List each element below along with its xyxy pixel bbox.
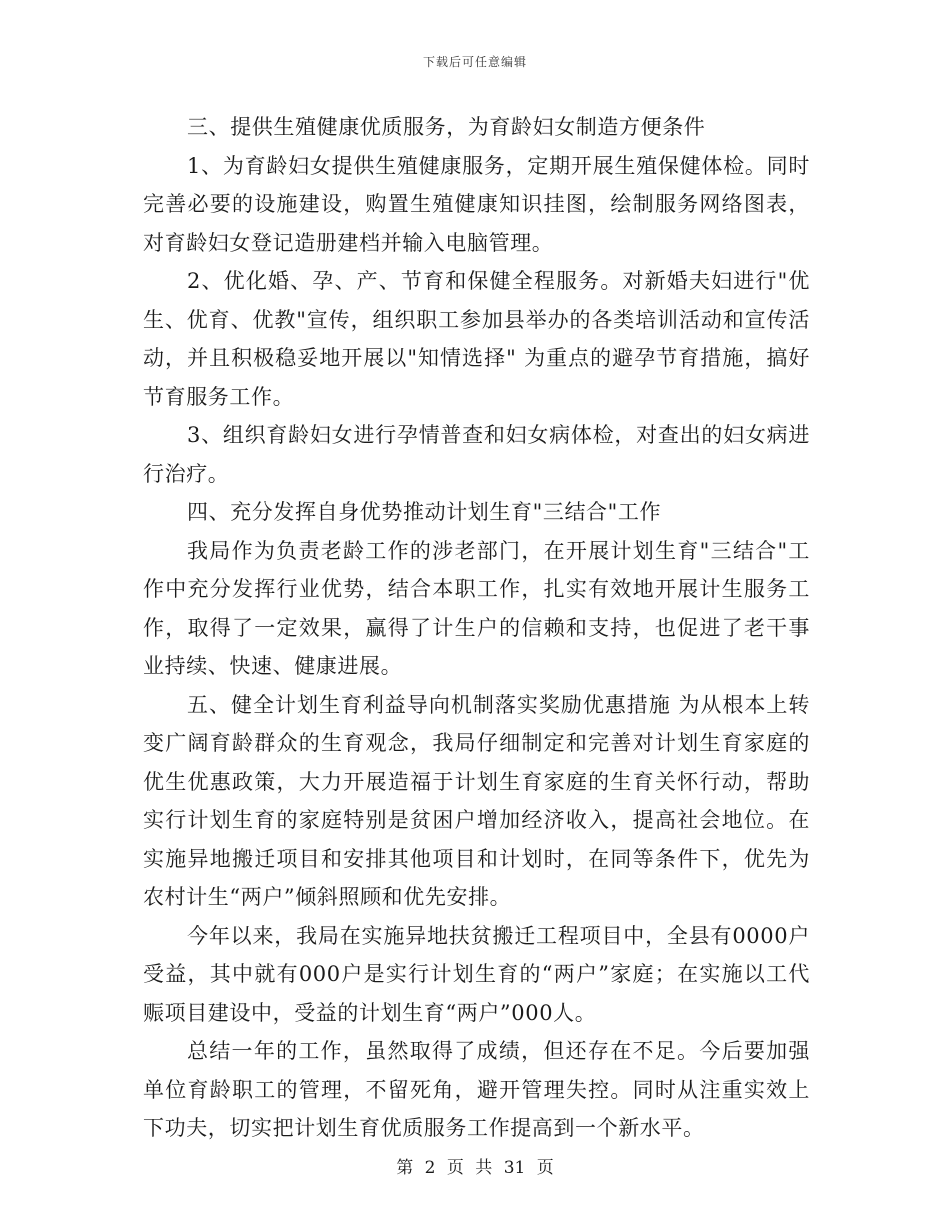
paragraph-item-1: 1、为育龄妇女提供生殖健康服务，定期开展生殖保健体检。同时完善必要的设施建设，购置生殖健康知识挂图，绘制服务网络图表，对育龄妇女登记造册建档并输入电脑管理。 [143, 153, 810, 255]
paragraph-this-year: 今年以来，我局在实施异地扶贫搬迁工程项目中，全县有0000户受益，其中就有000户是实行计划生育的“两户”家庭；在实施以工代赈项目建设中，受益的计划生育“两户”000人。 [143, 923, 810, 1025]
section-heading-3: 三、提供生殖健康优质服务，为育龄妇女制造方便条件 [187, 115, 706, 139]
paragraph-section-5: 五、健全计划生育利益导向机制落实奖励优惠措施 为从根本上转变广阔育龄群众的生育观念，我局仔细制定和完善对计划生育家庭的优生优惠政策，大力开展造福于计划生育家庭的生育关怀行动，帮助实行计划生育的家庭特别是贫困户增加经济收入，提高社会地位。在实施异地搬迁项目和安排其他项目和计划时，在同等条件下，优先为农村计生“两户”倾斜照顾和优先安排。 [143, 692, 810, 909]
paragraph-item-2: 2、优化婚、孕、产、节育和保健全程服务。对新婚夫妇进行"优生、优育、优教"宣传，组织职工参加县举办的各类培训活动和宣传活动，并且积极稳妥地开展以"知情选择" 为重点的避孕节育措施，搞好节育服务工作。 [143, 269, 810, 409]
page-header: 下载后可任意编辑 [422, 55, 527, 69]
section-heading-4: 四、充分发挥自身优势推动计划生育"三结合"工作 [187, 500, 662, 524]
paragraph-section-4-body: 我局作为负责老龄工作的涉老部门，在开展计划生育"三结合"工作中充分发挥行业优势，结合本职工作，扎实有效地开展计生服务工作，取得了一定效果，赢得了计生户的信赖和支持，也促进了老干事业持续、快速、健康进展。 [143, 538, 810, 678]
paragraph-item-3: 3、组织育龄妇女进行孕情普查和妇女病体检，对查出的妇女病进行治疗。 [143, 423, 810, 486]
paragraph-summary: 总结一年的工作，虽然取得了成绩，但还存在不足。今后要加强单位育龄职工的管理，不留死角，避开管理失控。同时从注重实效上下功夫，切实把计划生育优质服务工作提高到一个新水平。 [143, 1039, 810, 1140]
document-body [143, 108, 810, 1148]
page-number-footer: 第 2 页 共 31 页 [396, 1158, 554, 1178]
